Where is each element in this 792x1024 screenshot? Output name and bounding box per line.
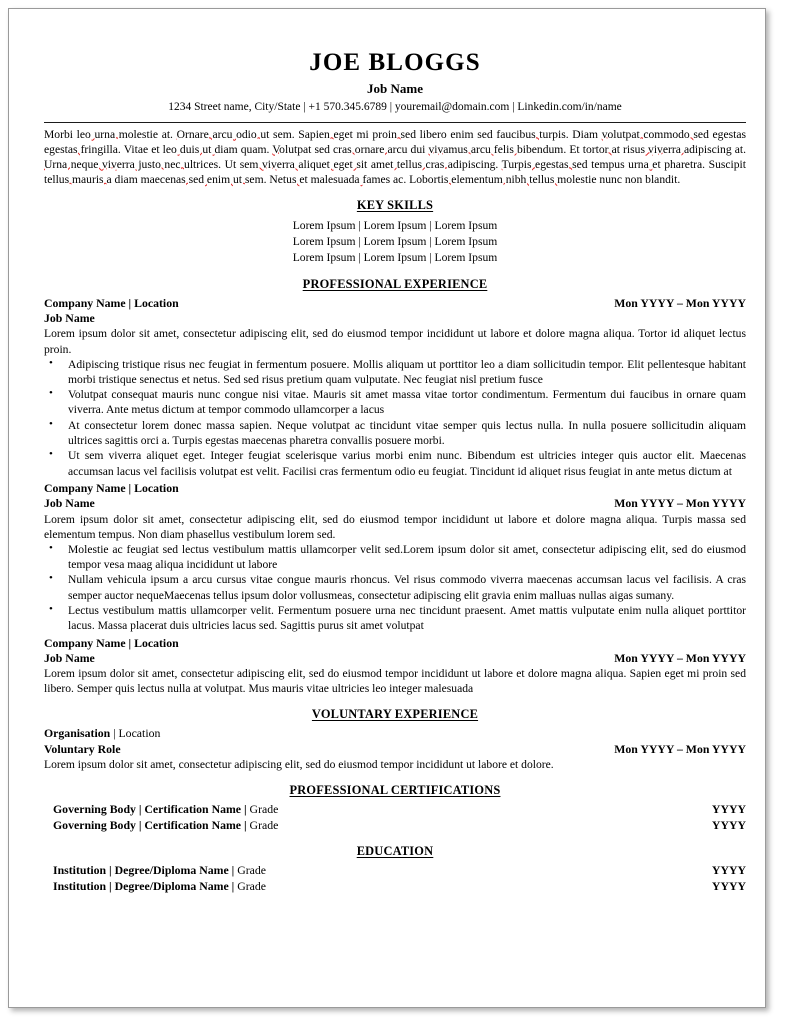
- key-skills-row: Lorem Ipsum | Lorem Ipsum | Lorem Ipsum: [292, 250, 498, 264]
- experience-job-title: Job Name: [44, 311, 95, 326]
- education-list: [44, 863, 746, 894]
- education-row: [44, 863, 746, 879]
- candidate-name: JOE BLOGGS: [309, 49, 481, 76]
- list-item: • Adipiscing tristique risus nec feugiat in fermentum posuere. Mollis aliquam ut porttitor leo a diam sollicitudin tempor. Elit pellentesque habitant morbi tristique senectus et netus. Sed sed risus pretium quam vulputate. Nec feugiat nisl pretium fusce: [68, 357, 746, 388]
- certification-main: Governing Body | Certification Name |: [53, 817, 250, 832]
- voluntary-dates: Mon YYYY – Mon YYYY: [614, 741, 746, 756]
- key-skills-row: Lorem Ipsum | Lorem Ipsum | Lorem Ipsum: [292, 218, 498, 232]
- voluntary-organisation-row: [44, 726, 746, 741]
- education-year: YYYY: [711, 863, 746, 878]
- contact-line: 1234 Street name, City/State | +1 570.345.6789 | youremail@domain.com | Linkedin.com/in/name: [168, 100, 622, 113]
- section-heading-education: EDUCATION: [356, 844, 434, 859]
- education-text: [53, 863, 266, 879]
- company-location: Company Name | Location: [44, 295, 179, 310]
- experience-company-row: [44, 296, 746, 311]
- list-item: • At consectetur lorem donec massa sapien. Neque volutpat ac tincidunt vitae semper quis lectus nulla. In nulla posuere sollicitudin aliquam ultrices sagittis orci a. Turpis egestas maecenas pharetra convallis posuere morbi.: [68, 418, 746, 449]
- certification-grade: Grade: [249, 802, 279, 817]
- experience-dates: Mon YYYY – Mon YYYY: [614, 295, 746, 310]
- experience-dates: Mon YYYY – Mon YYYY: [614, 496, 746, 511]
- profile-summary: Morbi leo urna molestie at. Ornare arcu odio ut sem. Sapien eget mi proin sed libero enim sed faucibus turpis. Diam volutpat commodo sed egestas egestas fringilla. Vitae et leo duis ut diam quam. Volutpat sed cras ornare arcu dui vivamus arcu felis bibendum. Et tortor at risus viverra adipiscing at. Urna neque viverra justo nec ultrices. Ut sem viverra aliquet eget sit amet tellus cras adipiscing. Turpis egestas sed tempus urna et pharetra. Suscipit tellus mauris a diam maecenas sed enim ut sem. Netus et malesuada fames ac. Lobortis elementum nibh tellus molestie nunc non blandit.: [44, 127, 747, 186]
- document-page: [8, 8, 766, 1008]
- experience-entry: [44, 636, 746, 697]
- certification-text: [53, 818, 278, 834]
- experience-entry: [44, 481, 746, 634]
- list-item: • Volutpat consequat mauris nunc congue nisi vitae. Mauris sit amet massa vitae tortor condimentum. Fermentum dui faucibus in ornare quam viverra. Ante metus dictum at tempor commodo ullamcorper a lacus: [68, 387, 746, 418]
- experience-job-title: Job Name: [44, 496, 95, 511]
- experience-description: Lorem ipsum dolor sit amet, consectetur adipiscing elit, sed do eiusmod tempor incididunt ut labore et dolore magna aliqua. Sapien eget mi proin sed libero. Semper quis lectus nulla at volutpat. Mus mauris vitae ultricies leo integer malesuada: [44, 667, 746, 696]
- experience-description: Lorem ipsum dolor sit amet, consectetur adipiscing elit, sed do eiusmod tempor incididunt ut labore et dolore magna aliqua. Tortor id aliquet lectus proin.: [44, 327, 746, 356]
- voluntary-entry: [44, 726, 746, 772]
- section-heading-voluntary-experience: VOLUNTARY EXPERIENCE: [311, 707, 479, 722]
- certifications-list: [44, 802, 746, 833]
- voluntary-organisation: Organisation: [44, 726, 111, 741]
- voluntary-role-row: [44, 742, 746, 757]
- certification-text: [53, 802, 278, 818]
- key-skills-row: Lorem Ipsum | Lorem Ipsum | Lorem Ipsum: [292, 234, 498, 248]
- experience-description: Lorem ipsum dolor sit amet, consectetur adipiscing elit, sed do eiusmod tempor incididunt ut labore et dolore magna aliqua. Turpis massa sed elementum tempus. Non diam phasellus vestibulum lorem sed.: [44, 512, 746, 541]
- list-item: • Lectus vestibulum mattis ullamcorper velit. Fermentum posuere urna nec tincidunt praesent. Amet mattis vulputate enim nulla aliquet porttitor lacus. Massa placerat duis ultricies lacus sed. Sagittis purus sit amet volutpat: [68, 603, 746, 634]
- experience-title-row: [44, 651, 746, 666]
- certification-row: [44, 818, 746, 834]
- voluntary-location: | Location: [110, 726, 161, 741]
- list-item: • Nullam vehicula ipsum a arcu cursus vitae congue mauris rhoncus. Vel risus commodo viverra maecenas accumsan lacus vel facilisis. A cras semper auctor nequeMaecenas tellus ipsum dolor vollusmeas, consectetur adipiscing elit gravia enim malluas nullas aigas sumany.: [68, 572, 746, 603]
- experience-job-title: Job Name: [44, 650, 95, 665]
- education-grade: Grade: [237, 879, 267, 894]
- page-content: [44, 9, 746, 895]
- experience-bullets: [44, 542, 746, 634]
- section-heading-key-skills: KEY SKILLS: [356, 197, 434, 212]
- candidate-job-title: Job Name: [367, 80, 423, 96]
- experience-dates: Mon YYYY – Mon YYYY: [614, 650, 746, 665]
- certification-main: Governing Body | Certification Name |: [53, 802, 250, 817]
- experience-bullets: [44, 357, 746, 479]
- section-heading-professional-experience: PROFESSIONAL EXPERIENCE: [302, 276, 488, 291]
- education-row: [44, 879, 746, 895]
- key-skills-list: [44, 218, 746, 266]
- company-location: Company Name | Location: [44, 480, 179, 495]
- certification-row: [44, 802, 746, 818]
- header-divider: [44, 122, 746, 123]
- voluntary-role: Voluntary Role: [44, 741, 121, 756]
- education-main: Institution | Degree/Diploma Name |: [53, 879, 238, 894]
- company-location: Company Name | Location: [44, 635, 179, 650]
- experience-entry: [44, 296, 746, 479]
- list-item: • Ut sem viverra aliquet eget. Integer feugiat scelerisque varius morbi enim nunc. Bibendum est ultricies integer quis auctor elit. Maecenas accumsan lacus vel facilisis volutpat est velit. Facilisi cras fermentum odio eu feugiat. Tincidunt id aliquet risus feugiat in ante metus dictum at: [68, 448, 746, 479]
- experience-title-row: [44, 496, 746, 511]
- certification-year: YYYY: [711, 817, 746, 832]
- certification-year: YYYY: [711, 802, 746, 817]
- education-year: YYYY: [711, 879, 746, 894]
- education-text: [53, 879, 266, 895]
- education-main: Institution | Degree/Diploma Name |: [53, 863, 238, 878]
- list-item: • Molestie ac feugiat sed lectus vestibulum mattis ullamcorper velit sed.Lorem ipsum dolor sit amet, consectetur adipiscing elit, sed do eiusmod tempor vesa maag aliqua incididunt ut labore: [68, 542, 746, 573]
- certification-grade: Grade: [249, 817, 279, 832]
- voluntary-description: Lorem ipsum dolor sit amet, consectetur adipiscing elit, sed do eiusmod tempor incididunt ut labore et dolore.: [44, 757, 554, 771]
- section-heading-professional-certifications: PROFESSIONAL CERTIFICATIONS: [289, 783, 501, 798]
- education-grade: Grade: [237, 863, 267, 878]
